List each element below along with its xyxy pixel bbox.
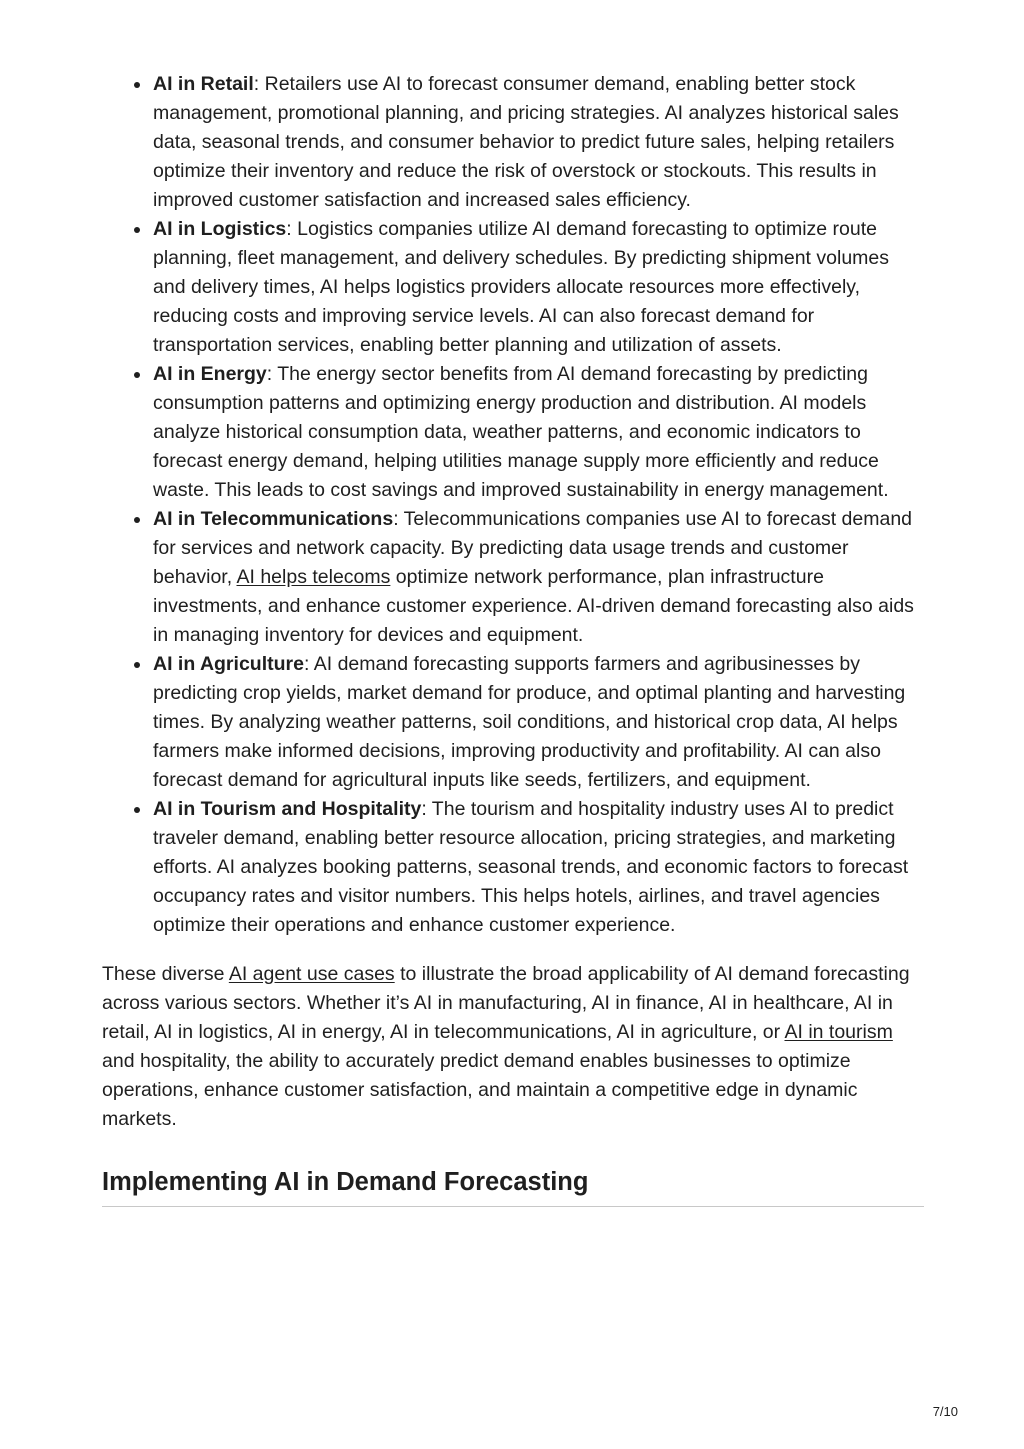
sector-list	[102, 70, 924, 940]
list-item	[153, 360, 924, 505]
list-item-text: : AI demand forecasting supports farmers and agribusinesses by predicting crop yields, market demand for produce, and optimal planting and harvesting times. By analyzing weather patterns, soil conditions, and historical crop data, AI helps farmers make informed decisions, improving productivity and profitability. AI can also forecast demand for agricultural inputs like seeds, fertilizers, and equipment.	[153, 653, 906, 791]
bullet-icon	[134, 662, 140, 668]
list-item-term: AI in Retail	[153, 73, 254, 95]
ai-agent-use-cases-link[interactable]: AI agent use cases	[228, 963, 395, 985]
section-heading: Implementing AI in Demand Forecasting	[102, 1165, 924, 1207]
bullet-icon	[134, 517, 140, 523]
summary-text: to illustrate the broad applicability of AI demand forecasting across various sectors. Whether it’s AI in manufacturing, AI in finance, AI in healthcare, AI in retail, AI in logistics, AI in energy, AI in telecommunications, AI in agriculture, or	[102, 963, 910, 1043]
list-item-text: : Retailers use AI to forecast consumer demand, enabling better stock management, promotional planning, and pricing strategies. AI analyzes historical sales data, seasonal trends, and consumer behavior to predict future sales, helping retailers optimize their inventory and reduce the risk of overstock or stockouts. This results in improved customer satisfaction and increased sales efficiency.	[153, 73, 899, 211]
list-item-term: AI in Tourism and Hospitality	[153, 798, 422, 820]
bullet-icon	[134, 807, 140, 813]
list-item	[153, 505, 924, 650]
document-content	[102, 70, 924, 1207]
summary-text: and hospitality, the ability to accurately predict demand enables businesses to optimize operations, enhance customer satisfaction, and maintain a competitive edge in dynamic markets.	[102, 1050, 858, 1130]
list-item-term: AI in Energy	[153, 363, 267, 385]
list-item-term: AI in Logistics	[153, 218, 287, 240]
summary-paragraph	[102, 960, 924, 1134]
list-item	[153, 650, 924, 795]
bullet-icon	[134, 372, 140, 378]
list-item-text: : Telecommunications companies use AI to forecast demand for services and network capacity. By predicting data usage trends and customer behavior,	[153, 508, 913, 588]
bullet-icon	[134, 227, 140, 233]
summary-text: These diverse	[102, 963, 229, 985]
ai-in-tourism-link[interactable]: AI in tourism	[784, 1021, 893, 1043]
ai-helps-telecoms-link[interactable]: AI helps telecoms	[236, 566, 391, 588]
list-item	[153, 215, 924, 360]
list-item-text: : Logistics companies utilize AI demand forecasting to optimize route planning, fleet management, and delivery schedules. By predicting shipment volumes and delivery times, AI helps logistics providers allocate resources more effectively, reducing costs and improving service levels. AI can also forecast demand for transportation services, enabling better planning and utilization of assets.	[153, 218, 890, 356]
list-item	[153, 70, 924, 215]
page-number: 7/10	[932, 1404, 958, 1419]
list-item-text: optimize network performance, plan infrastructure investments, and enhance customer experience. AI-driven demand forecasting also aids in managing inventory for devices and equipment.	[153, 566, 914, 646]
list-item	[153, 795, 924, 940]
list-item-text: : The energy sector benefits from AI demand forecasting by predicting consumption patterns and optimizing energy production and distribution. AI models analyze historical consumption data, weather patterns, and economic indicators to forecast energy demand, helping utilities manage supply more efficiently and reduce waste. This leads to cost savings and improved sustainability in energy management.	[153, 363, 889, 501]
list-item-text: : The tourism and hospitality industry uses AI to predict traveler demand, enabling better resource allocation, pricing strategies, and marketing efforts. AI analyzes booking patterns, seasonal trends, and economic factors to forecast occupancy rates and visitor numbers. This helps hotels, airlines, and travel agencies optimize their operations and enhance customer experience.	[153, 798, 909, 936]
list-item-term: AI in Telecommunications	[153, 508, 394, 530]
bullet-icon	[134, 82, 140, 88]
list-item-term: AI in Agriculture	[153, 653, 304, 675]
